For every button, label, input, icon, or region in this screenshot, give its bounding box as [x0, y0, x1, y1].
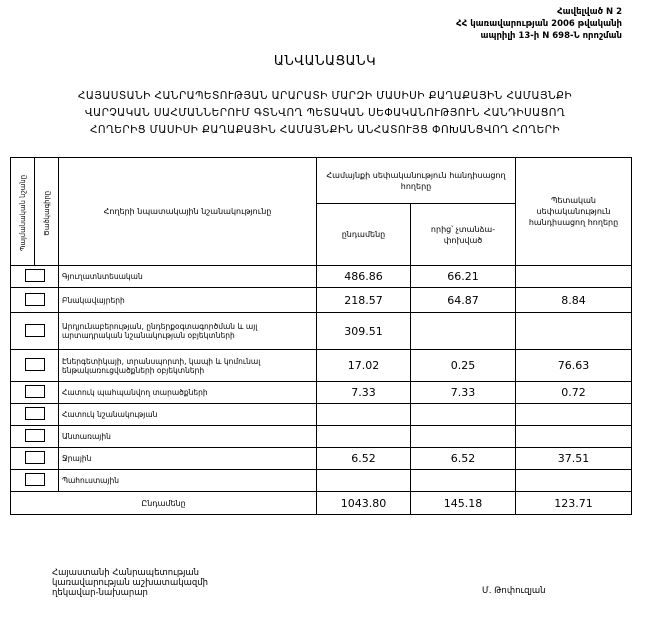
subtitle-line-2: ՎԱՐՉԱԿԱՆ ՍԱՀՄԱՆՆԵՐՈՒՄ ԳՏՆՎՈՂ ՊԵՏԱԿԱՆ ՍԵՓԱԿԱՆՈՒԹՅՈՒՆ ՀԱՆԴԻՍԱՑՈՂ — [84, 107, 566, 119]
row-community-of-which: 64.87 — [411, 288, 516, 313]
annex-decree-date: ապրիլի 13-ի N 698-Ն որոշման — [480, 31, 622, 41]
row-state-land: 76.63 — [516, 350, 632, 382]
totals-community-of-which: 145.18 — [411, 492, 516, 515]
row-land-name: Պահուստային — [59, 470, 317, 492]
table-row — [11, 288, 632, 313]
row-state-land — [516, 470, 632, 492]
header-code: Ծածկագիրը — [35, 158, 59, 266]
header-symbol: Պայմանական նշանը — [11, 158, 35, 266]
row-state-land: 37.51 — [516, 448, 632, 470]
row-community-total: 6.52 — [317, 448, 411, 470]
row-symbol — [11, 313, 59, 350]
row-community-of-which: 6.52 — [411, 448, 516, 470]
row-land-name: Բնակավայրերի — [59, 288, 317, 313]
row-land-name: Ջրային — [59, 448, 317, 470]
row-symbol — [11, 288, 59, 313]
row-community-of-which — [411, 404, 516, 426]
row-land-name: Էներգետիկայի, տրանսպորտի, կապի և կոմունալ ենթակառուցվածքների օբյեկտների — [59, 350, 317, 382]
header-land-purpose: Հողերի նպատակային նշանակությունը — [59, 158, 317, 266]
row-state-land — [516, 266, 632, 288]
row-state-land: 8.84 — [516, 288, 632, 313]
row-community-of-which — [411, 313, 516, 350]
row-community-total: 309.51 — [317, 313, 411, 350]
row-community-total: 218.57 — [317, 288, 411, 313]
header-community-land: Համայնքի սեփականություն հանդիսացող հողերը — [317, 158, 516, 204]
annex-number: Հավելված N 2 — [557, 7, 622, 17]
row-symbol — [11, 350, 59, 382]
row-land-name: Հատուկ պահպանվող տարածքների — [59, 382, 317, 404]
signatory-position — [52, 568, 208, 598]
table-row — [11, 382, 632, 404]
row-land-name: Անտառային — [59, 426, 317, 448]
table-row — [11, 470, 632, 492]
row-community-total — [317, 404, 411, 426]
table-row — [11, 313, 632, 350]
land-table — [10, 157, 632, 515]
row-community-of-which — [411, 426, 516, 448]
row-community-of-which: 66.21 — [411, 266, 516, 288]
subtitle-line-1: ՀԱՅԱՍՏԱՆԻ ՀԱՆՐԱՊԵՏՈՒԹՅԱՆ ԱՐԱՐԱՏԻ ՄԱՐԶԻ ՄԱՍԻՍԻ ՔԱՂԱՔԱՅԻՆ ՀԱՄԱՅՆՔԻ — [77, 90, 573, 102]
signatory-line-1: Հայաստանի Հանրապետության — [52, 568, 200, 578]
table-row — [11, 404, 632, 426]
row-state-land — [516, 404, 632, 426]
row-symbol — [11, 382, 59, 404]
row-symbol — [11, 426, 59, 448]
table-row — [11, 350, 632, 382]
signatory-name: Մ. Թոփուզյան — [482, 586, 546, 596]
row-state-land: 0.72 — [516, 382, 632, 404]
signatory-line-2: կառավարության աշխատակազմի — [52, 578, 209, 588]
row-symbol — [11, 266, 59, 288]
annex-header — [292, 6, 622, 42]
row-community-total — [317, 426, 411, 448]
table-row — [11, 426, 632, 448]
table-row — [11, 448, 632, 470]
row-community-total — [317, 470, 411, 492]
totals-state-land: 123.71 — [516, 492, 632, 515]
row-symbol — [11, 404, 59, 426]
row-land-name: Արդյունաբերության, ընդերքօգտագործման և այլ արտադրական նշանակության օբյեկտների — [59, 313, 317, 350]
row-land-name: Գյուղատնտեսական — [59, 266, 317, 288]
row-symbol — [11, 448, 59, 470]
subtitle-line-3: ՀՈՂԵՐԻՑ ՄԱՍԻՍԻ ՔԱՂԱՔԱՅԻՆ ՀԱՄԱՅՆՔԻՆ ԱՆՀԱՏՈՒՅՑ ՓՈԽԱՆՑՎՈՂ ՀՈՂԵՐԻ — [89, 124, 561, 136]
row-symbol — [11, 470, 59, 492]
row-community-total: 7.33 — [317, 382, 411, 404]
row-community-of-which: 7.33 — [411, 382, 516, 404]
header-community-total: ընդամենը — [317, 204, 411, 266]
header-community-of-which: որից՝ չտանձա-փոխված — [411, 204, 516, 266]
row-community-of-which — [411, 470, 516, 492]
row-community-total: 17.02 — [317, 350, 411, 382]
header-state-land: Պետական սեփականություն հանդիսացող հողերը — [516, 158, 632, 266]
row-state-land — [516, 426, 632, 448]
totals-community-total: 1043.80 — [317, 492, 411, 515]
table-row — [11, 266, 632, 288]
row-community-of-which: 0.25 — [411, 350, 516, 382]
row-community-total: 486.86 — [317, 266, 411, 288]
row-land-name: Հատուկ նշանակության — [59, 404, 317, 426]
totals-row — [11, 492, 632, 515]
totals-label: Ընդամենը — [11, 492, 317, 515]
document-title: ԱՆՎԱՆԱՑԱՆԿ — [273, 54, 377, 69]
annex-decree-line: ՀՀ կառավարության 2006 թվականի — [456, 19, 622, 29]
document-subtitle — [20, 88, 630, 139]
row-state-land — [516, 313, 632, 350]
signatory-line-3: ղեկավար-նախարար — [52, 588, 148, 598]
